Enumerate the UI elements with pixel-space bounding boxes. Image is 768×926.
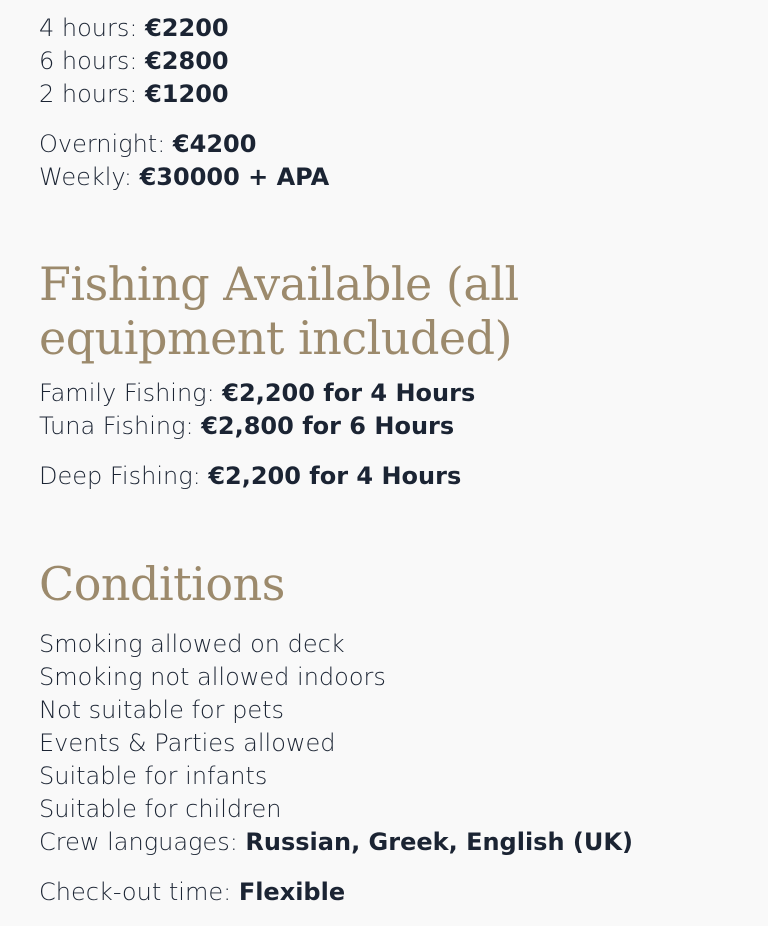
extended-rates xyxy=(39,128,739,194)
fishing-value: €2,200 for 4 Hours xyxy=(222,379,476,407)
fishing-row xyxy=(39,377,739,410)
fishing-row xyxy=(39,410,739,443)
rate-label: 2 hours: xyxy=(39,80,146,108)
rate-row xyxy=(39,45,739,78)
fishing-value: €2,800 for 6 Hours xyxy=(201,412,455,440)
checkout-time-label: Check-out time: xyxy=(39,878,239,906)
rate-value: €2200 xyxy=(145,14,229,42)
yacht-details xyxy=(39,12,739,909)
checkout-time xyxy=(39,876,739,909)
fishing-label: Deep Fishing: xyxy=(39,462,209,490)
fishing-label: Tuna Fishing: xyxy=(39,412,202,440)
rate-value: €2800 xyxy=(145,47,229,75)
condition-item: Smoking not allowed indoors xyxy=(39,663,386,691)
rate-value: €4200 xyxy=(172,130,257,158)
checkout-time-value: Flexible xyxy=(238,878,346,906)
charter-rates xyxy=(39,12,739,111)
condition-item: Smoking allowed on deck xyxy=(39,630,345,658)
rate-label: Weekly: xyxy=(39,163,140,191)
rate-label: 6 hours: xyxy=(39,47,146,75)
crew-languages-value: Russian, Greek, English (UK) xyxy=(245,828,633,856)
fishing-label: Family Fishing: xyxy=(39,379,223,407)
rate-row xyxy=(39,128,739,161)
condition-item: Suitable for children xyxy=(39,795,282,823)
fishing-value: €2,200 for 4 Hours xyxy=(208,462,462,490)
conditions-heading: Conditions xyxy=(39,557,285,611)
crew-languages-label: Crew languages: xyxy=(39,828,246,856)
condition-item: Not suitable for pets xyxy=(39,696,285,724)
conditions-list xyxy=(39,628,739,909)
fishing-heading: Fishing Available (all equipment included) xyxy=(39,257,519,365)
rate-label: Overnight: xyxy=(39,130,173,158)
rate-row xyxy=(39,12,739,45)
rate-value: €1200 xyxy=(145,80,229,108)
condition-item: Events & Parties allowed xyxy=(39,729,336,757)
rate-value: €30000 + APA xyxy=(139,163,330,191)
fishing-row xyxy=(39,460,739,493)
rate-row xyxy=(39,78,739,111)
rate-row xyxy=(39,161,739,194)
condition-item: Suitable for infants xyxy=(39,762,268,790)
rate-label: 4 hours: xyxy=(39,14,146,42)
fishing-options xyxy=(39,377,739,493)
crew-languages xyxy=(39,826,739,859)
